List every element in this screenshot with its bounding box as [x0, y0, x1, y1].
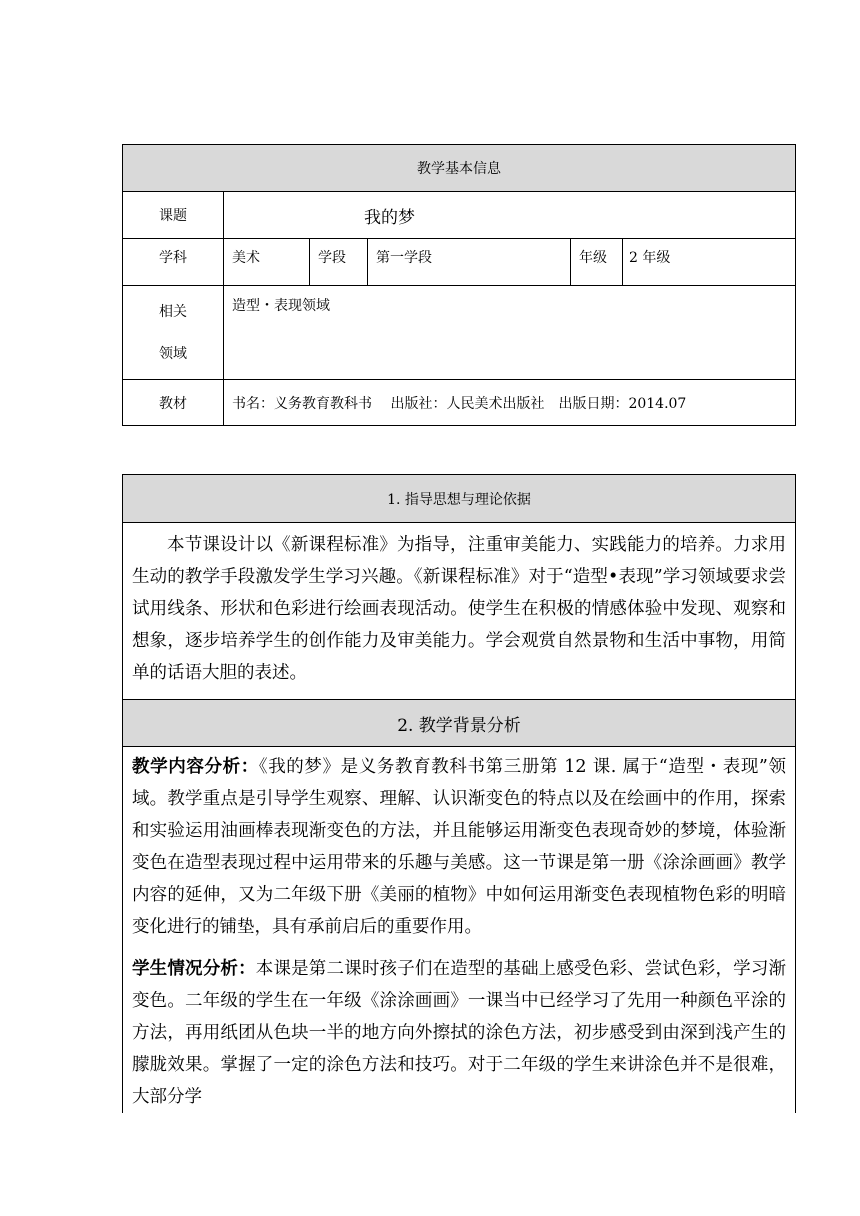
grade-label: 年级 — [571, 239, 623, 286]
stage-value: 第一学段 — [368, 239, 571, 286]
content-analysis-text: 《我的梦》是义务教育教科书第三册第 12 课. 属于“造型・表现”领域。教学重点是引导学生观察、理解、认识渐变色的特点以及在绘画中的作用，探索和实验运用油画棒表现渐变色的方法，并且能够运用渐变色表现奇妙的梦境，体验渐变色在造型表现过程中运用带来的乐趣与美感。这一节课是第一册《涂涂画画》教学内容的延伸，又为二年级下册《美丽的植物》中如何运用渐变色表现植物色彩的明暗变化进行的铺垫，具有承前启后的重要作用。 — [132, 757, 786, 937]
teaching-design-table — [122, 474, 796, 1113]
domain-label-line1: 相关 — [159, 303, 187, 320]
section1-body-cell — [123, 523, 796, 700]
domain-value: 造型・表现领域 — [224, 286, 796, 380]
domain-label — [123, 286, 224, 380]
section2-header: 2. 教学背景分析 — [123, 700, 796, 747]
student-analysis-paragraph — [123, 951, 795, 1113]
subject-value: 美术 — [224, 239, 310, 286]
topic-value: 我的梦 — [224, 192, 796, 239]
textbook-label: 教材 — [123, 380, 224, 426]
student-analysis-label: 学生情况分析： — [132, 959, 256, 979]
content-analysis-label: 教学内容分析： — [132, 757, 259, 777]
student-analysis-text: 本课是第二课时孩子们在造型的基础上感受色彩、尝试色彩，学习渐变色。二年级的学生在一年级《涂涂画画》一课当中已经学习了先用一种颜色平涂的方法，再用纸团从色块一半的地方向外擦拭的涂色方法，初步感受到由深到浅产生的朦胧效果。掌握了一定的涂色方法和技巧。对于二年级的学生来讲涂色并不是很难，大部分学 — [132, 959, 786, 1107]
section2-body-cell — [123, 747, 796, 1114]
basic-info-header: 教学基本信息 — [123, 145, 796, 192]
basic-info-table — [122, 144, 796, 426]
stage-label: 学段 — [310, 239, 368, 286]
grade-value: 2 年级 — [623, 239, 796, 286]
section1-header: 1. 指导思想与理论依据 — [123, 475, 796, 523]
textbook-value: 书名：义务教育教科书 出版社：人民美术出版社 出版日期：2014.07 — [224, 380, 796, 426]
content-analysis-paragraph — [123, 747, 795, 951]
domain-label-line2: 领域 — [159, 345, 187, 362]
subject-label: 学科 — [123, 239, 224, 286]
section1-body: 本节课设计以《新课程标准》为指导，注重审美能力、实践能力的培养。力求用生动的教学手段激发学生学习兴趣。《新课程标准》对于“造型•表现”学习领域要求尝试用线条、形状和色彩进行绘画表现活动。使学生在积极的情感体验中发现、观察和想象，逐步培养学生的创作能力及审美能力。学会观赏自然景物和生活中事物，用简单的话语大胆的表述。 — [132, 535, 786, 683]
topic-label: 课题 — [123, 192, 224, 239]
